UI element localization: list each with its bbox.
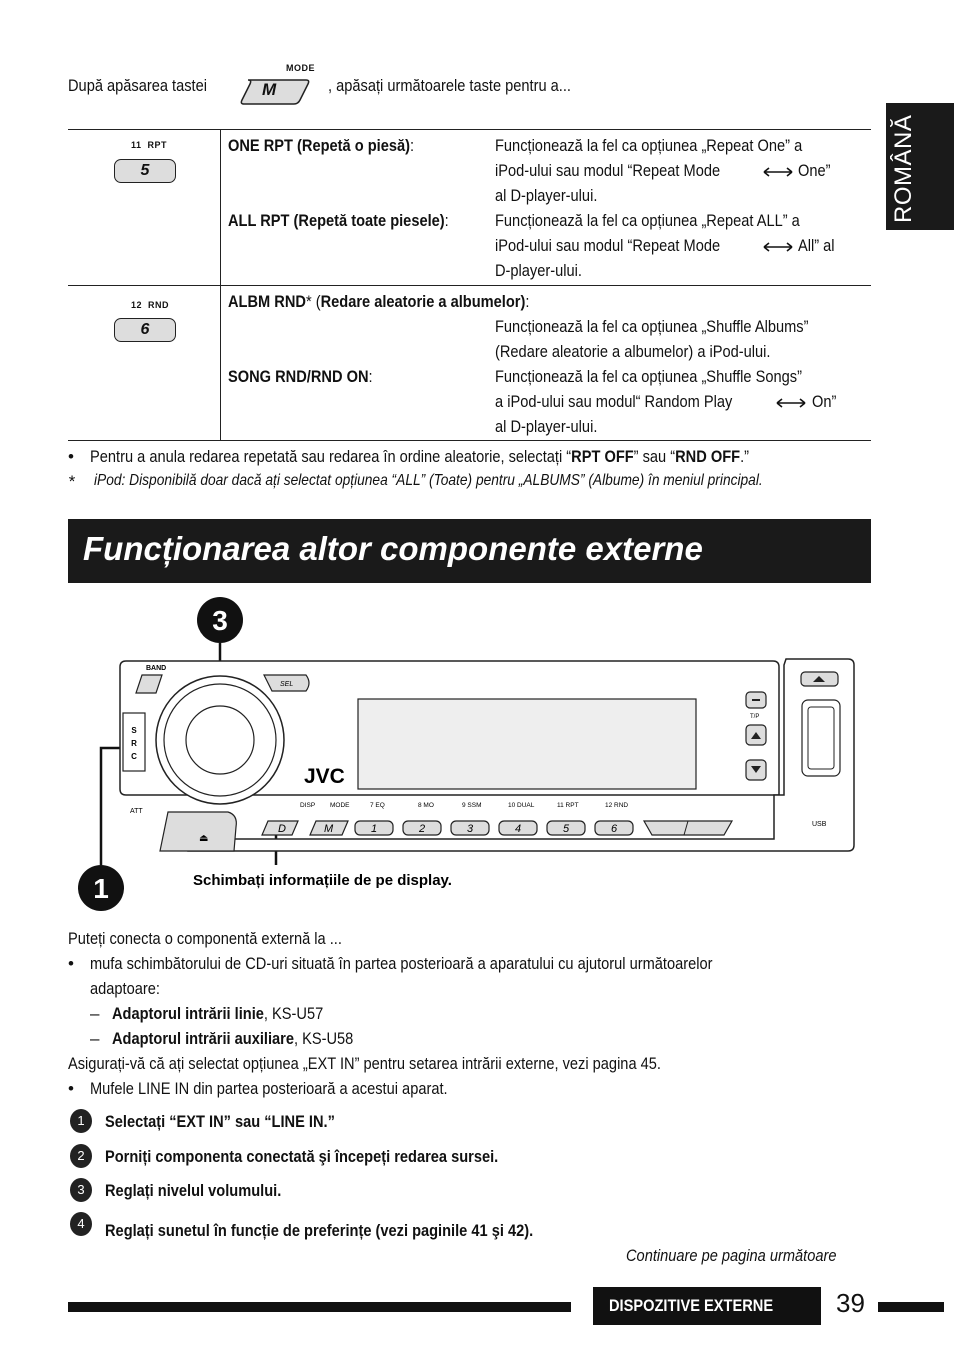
one-rpt-desc-4: al D-player-ului.: [495, 186, 598, 205]
song-rnd-label: SONG RND/RND ON:: [228, 367, 373, 386]
key-5-tag: RPT: [147, 140, 168, 150]
mode-key-face: M: [262, 80, 277, 99]
albm-rnd-desc-2: (Redare aleatorie a albumelor) a iPod-ului.: [495, 342, 771, 361]
mode-key-label: MODE: [286, 63, 315, 73]
jvc-logo: JVC: [304, 765, 345, 788]
albm-rnd-label: ALBM RND* (Redare aleatorie a albumelor):: [228, 292, 530, 311]
adapter-aux-input: – Adaptorul intrării auxiliare, KS-U58: [90, 1029, 354, 1048]
step-3-number: 3: [70, 1178, 92, 1202]
ipod-note: * iPod: Disponibilă doar dacă ați selectat opțiunea “ALL” (Toate) pentru „ALBUMS” (Albume) în meniul principal.: [68, 472, 763, 491]
albm-rnd-desc-1: Funcționează la fel ca opțiunea „Shuffle Albums”: [495, 317, 809, 336]
connect-intro: Puteți conecta o componentă externă la ...: [68, 929, 342, 948]
preset-keys: [262, 821, 732, 835]
adapter-line-input: – Adaptorul intrării linie, KS-U57: [90, 1004, 324, 1023]
repeat-random-table: [68, 129, 871, 441]
all-rpt-desc-3: All” al: [798, 236, 835, 255]
asterisk: *: [68, 472, 75, 491]
intro-line: [68, 76, 230, 96]
svg-text:M: M: [324, 823, 334, 835]
svg-text:USB: USB: [812, 821, 827, 828]
intro-after: , apăsați următoarele taste pentru a...: [328, 76, 572, 95]
song-rnd-desc-3: On”: [812, 392, 837, 411]
key-6-tag: RND: [148, 300, 170, 310]
step-4-text: Reglați sunetul în funcție de preferințe (vezi paginile 41 şi 42).: [105, 1221, 534, 1240]
key-5-caption: [131, 140, 167, 150]
all-rpt-label: ALL RPT (Repetă toate piesele):: [228, 211, 449, 230]
language-tab: [886, 103, 954, 230]
one-rpt-desc-3: One”: [798, 161, 831, 180]
svg-text:R: R: [131, 739, 137, 748]
cancel-note: • Pentru a anula redarea repetată sau redarea în ordine aleatorie, selectați “RPT OFF” sau “RND OFF.”: [68, 447, 750, 466]
step-1-number: 1: [70, 1109, 92, 1133]
section-title: Funcționarea altor componente externe: [83, 530, 703, 567]
detach-key-icon: [160, 812, 236, 851]
ensure-ext-in: Asigurați-vă că ați selectat opțiunea „EXT IN” pentru setarea intrării externe, vezi pagina 45.: [68, 1054, 661, 1073]
svg-text:C: C: [131, 752, 137, 761]
key-6-number: 12: [131, 300, 143, 310]
bullet-cd-changer: • mufa schimbătorului de CD-uri situată în partea posterioară a aparatului cu ajutorul următoarelor: [68, 954, 713, 973]
footer-rule-right: [878, 1302, 944, 1312]
double-arrow-icon: [763, 167, 793, 177]
step-2-text: Porniți componenta conectată şi începeți redarea sursei.: [105, 1147, 499, 1166]
page-number: 39: [836, 1288, 865, 1318]
one-rpt-desc-1: Funcționează la fel ca opțiunea „Repeat One” a: [495, 136, 803, 155]
svg-text:3: 3: [467, 823, 474, 835]
callout-1-number: 1: [93, 873, 109, 904]
song-rnd-desc-4: al D-player-ului.: [495, 417, 598, 436]
section-title-banner: [68, 519, 871, 583]
key-5-icon: 5: [114, 159, 176, 183]
svg-text:11 RPT: 11 RPT: [557, 802, 579, 809]
bullet-line-in: • Mufele LINE IN din partea posterioară a acestui aparat.: [68, 1079, 448, 1098]
svg-text:12 RND: 12 RND: [605, 802, 629, 809]
svg-text:S: S: [131, 726, 137, 735]
svg-text:4: 4: [515, 823, 522, 835]
step-4-number: 4: [70, 1212, 92, 1236]
svg-text:8 MO: 8 MO: [418, 802, 434, 809]
key-6-icon: 6: [114, 318, 176, 342]
svg-text:DISP: DISP: [300, 802, 316, 809]
song-rnd-desc-1: Funcționează la fel ca opțiunea „Shuffle Songs”: [495, 367, 802, 386]
svg-text:5: 5: [563, 823, 570, 835]
intro-before: După apăsarea tastei: [68, 76, 207, 95]
display-window: [358, 699, 696, 789]
footer-section-badge: [593, 1287, 821, 1325]
language-tab-label: ROMÂNĂ: [890, 114, 917, 223]
svg-text:9 SSM: 9 SSM: [462, 802, 482, 809]
step-2-number: 2: [70, 1144, 92, 1168]
callout-3-number: 3: [212, 605, 228, 636]
step-3-text: Reglați nivelul volumului.: [105, 1181, 282, 1200]
all-rpt-desc-2: iPod-ului sau modul “Repeat Mode: [495, 236, 721, 255]
footer-rule-left: [68, 1302, 571, 1312]
svg-text:MODE: MODE: [330, 802, 350, 809]
continued-note: Continuare pe pagina următoare: [626, 1246, 837, 1265]
table-bottom-rule: [68, 440, 871, 441]
svg-text:ATT: ATT: [130, 808, 143, 815]
table-top-rule: [68, 129, 871, 130]
svg-text:1: 1: [371, 823, 378, 835]
table-mid-rule: [68, 285, 871, 286]
footer-section-label: DISPOZITIVE EXTERNE: [609, 1296, 774, 1315]
svg-text:BAND: BAND: [146, 665, 167, 672]
svg-text:T/P: T/P: [750, 714, 760, 720]
car-stereo-panel-illustration: [68, 595, 871, 915]
svg-text:7 EQ: 7 EQ: [370, 802, 385, 809]
all-rpt-desc-1: Funcționează la fel ca opțiunea „Repeat ALL” a: [495, 211, 800, 230]
display-caption: Schimbați informațiile de pe display.: [193, 872, 452, 889]
bullet-cd-changer-cont: adaptoare:: [90, 979, 160, 998]
one-rpt-desc-2: iPod-ului sau modul “Repeat Mode: [495, 161, 721, 180]
svg-text:⏏: ⏏: [199, 833, 209, 844]
table-column-divider: [220, 129, 221, 441]
all-rpt-desc-4: D-player-ului.: [495, 261, 582, 280]
one-rpt-label: ONE RPT (Repetă o piesă):: [228, 136, 415, 155]
key-5-number: 11: [131, 140, 142, 150]
song-rnd-desc-2: a iPod-ului sau modul“ Random Play: [495, 392, 733, 411]
svg-text:6: 6: [611, 823, 618, 835]
svg-text:2: 2: [419, 823, 426, 835]
step-1-text: Selectați “EXT IN” sau “LINE IN.”: [105, 1112, 335, 1131]
double-arrow-icon: [776, 398, 806, 408]
intro-after-wrap: [328, 76, 611, 96]
svg-text:10 DUAL: 10 DUAL: [508, 802, 535, 809]
bullet: •: [68, 447, 74, 466]
svg-text:SEL: SEL: [280, 681, 294, 688]
key-6-caption: [131, 300, 169, 310]
double-arrow-icon: [763, 242, 793, 252]
svg-text:D: D: [278, 823, 286, 835]
